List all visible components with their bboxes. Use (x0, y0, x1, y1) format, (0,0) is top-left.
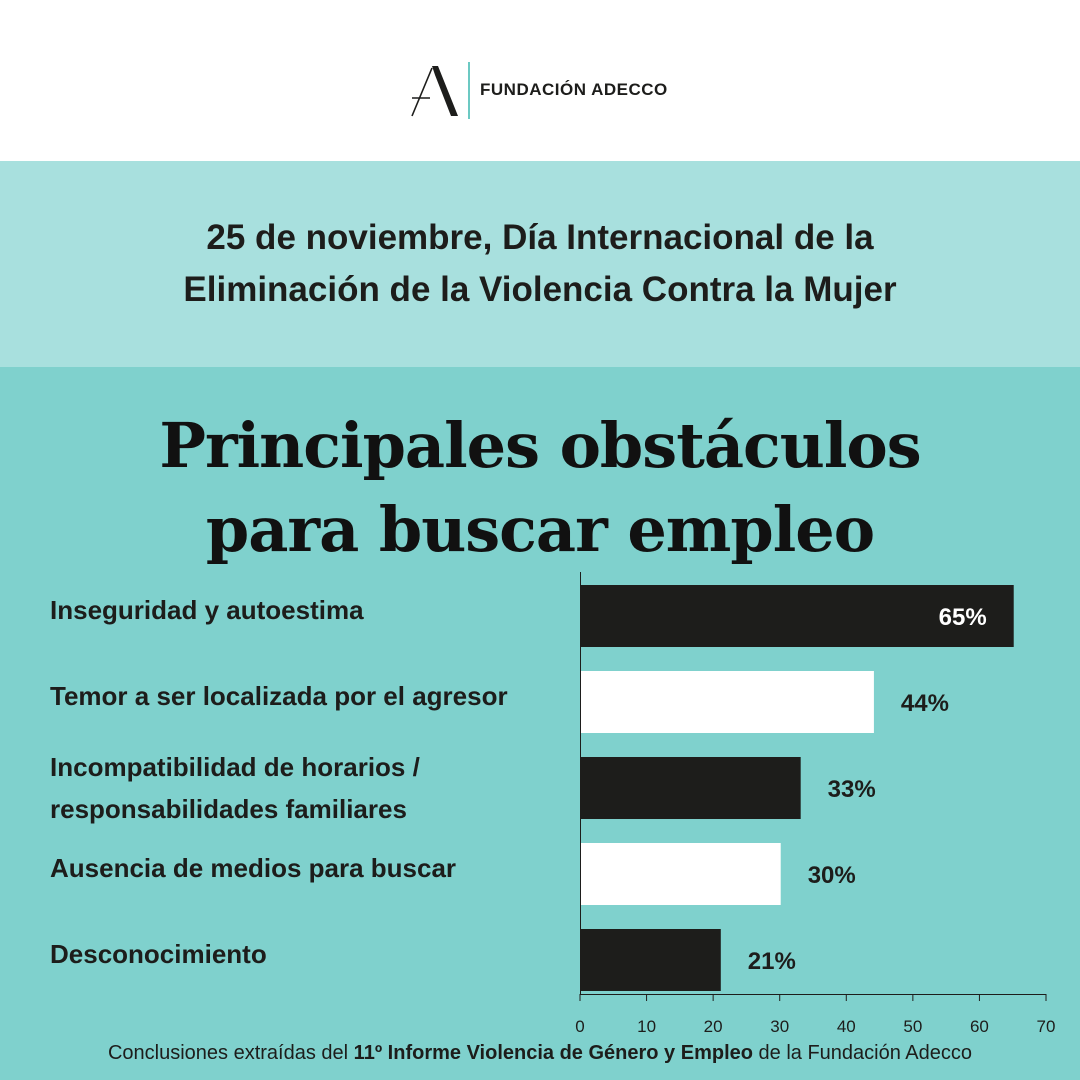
category-label-4: Ausencia de medios para buscar (50, 853, 457, 883)
value-label-5: 21% (747, 948, 796, 975)
category-label-3-line-1: Incompatibilidad de horarios / (50, 752, 420, 782)
value-label-1: 65% (938, 604, 987, 631)
banner-line-1: 25 de noviembre, Día Internacional de la (206, 217, 874, 257)
category-label-2: Temor a ser localizada por el agresor (50, 681, 508, 711)
x-tick-label-50: 50 (903, 1017, 923, 1036)
value-label-4: 30% (807, 862, 856, 889)
x-tick-label-60: 60 (969, 1017, 989, 1036)
date-banner (0, 161, 1080, 367)
footnote-prefix: Conclusiones extraídas del (107, 1042, 354, 1064)
value-label-3: 33% (827, 776, 876, 803)
logo-divider (468, 62, 470, 119)
footnote-report-name: 11º Informe Violencia de Género y Empleo (353, 1042, 753, 1064)
category-label-5: Desconocimiento (50, 939, 267, 969)
x-tick-label-30: 30 (770, 1017, 790, 1036)
source-footnote (0, 1042, 1080, 1065)
chart-title-line-2: para buscar empleo (205, 493, 875, 566)
adecco-a-icon (408, 66, 460, 118)
category-label-1: Inseguridad y autoestima (50, 595, 364, 625)
chart-title (0, 404, 1080, 572)
bar-5 (581, 929, 721, 991)
x-tick-label-10: 10 (637, 1017, 657, 1036)
x-tick-label-0: 0 (575, 1017, 585, 1036)
logo-text: FUNDACIÓN ADECCO (480, 80, 668, 99)
bar-4 (581, 843, 781, 905)
banner-line-2: Eliminación de la Violencia Contra la Mujer (183, 270, 897, 309)
bar-chart (0, 560, 1080, 1040)
x-tick-label-40: 40 (836, 1017, 856, 1036)
banner-title (183, 212, 896, 317)
category-label-3-line-2: responsabilidades familiares (50, 794, 407, 824)
bar-2 (581, 671, 874, 733)
chart-title-line-1: Principales obstáculos (159, 409, 921, 482)
footnote-suffix: de la Fundación Adecco (752, 1042, 973, 1064)
x-tick-label-70: 70 (1036, 1017, 1056, 1036)
bar-3 (581, 757, 801, 819)
x-tick-label-20: 20 (703, 1017, 723, 1036)
header (0, 0, 1080, 161)
value-label-2: 44% (900, 690, 949, 717)
